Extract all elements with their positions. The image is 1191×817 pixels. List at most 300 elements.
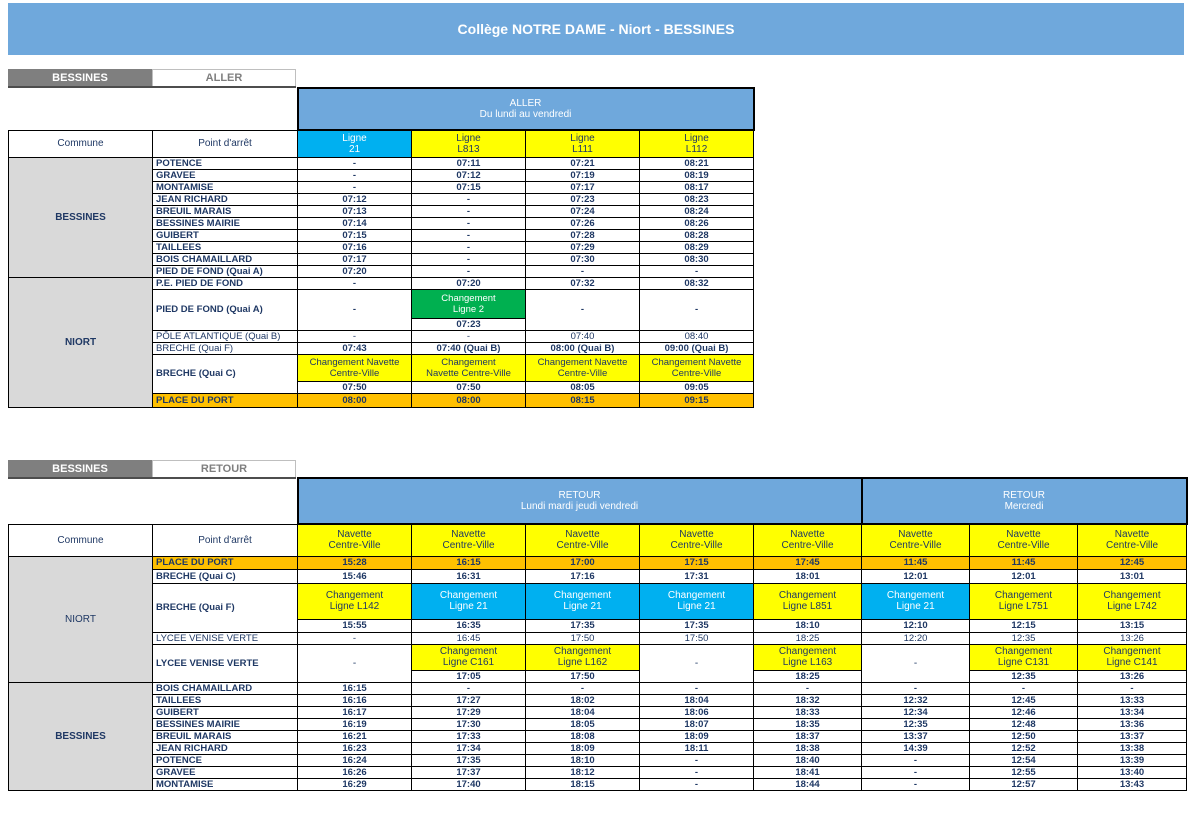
time-cell: 07:20 [412, 277, 526, 289]
commune-cell-niort: NIORT [9, 277, 153, 407]
line-header-l112: Ligne L112 [640, 130, 754, 157]
time-cell: 13:38 [1078, 742, 1187, 754]
time-cell: 15:28 [298, 556, 412, 569]
line-header-navette [412, 524, 526, 556]
time-cell: 18:41 [754, 766, 862, 778]
time-cell: 12:01 [970, 569, 1078, 583]
stop-name: BREUIL MARAIS [153, 205, 298, 217]
time-cell: - [412, 330, 526, 342]
time-cell: 07:40 [526, 330, 640, 342]
change-label: Changement [778, 590, 837, 601]
time-cell: - [298, 157, 412, 169]
change-label: Changement [778, 646, 837, 657]
time-cell: 08:00 (Quai B) [526, 342, 640, 354]
time-cell: 12:35 [970, 670, 1078, 682]
change-label: Changement [553, 646, 612, 657]
time-cell: 08:30 [640, 253, 754, 265]
header-centre-ville: Centre-Ville [781, 540, 834, 552]
time-cell: - [640, 265, 754, 277]
time-cell: 18:04 [526, 706, 640, 718]
stop-name: P.E. PIED DE FOND [153, 277, 298, 289]
time-cell: 17:50 [640, 632, 754, 644]
change-label: Changement [1103, 590, 1161, 601]
time-cell: 16:17 [298, 706, 412, 718]
stop-name: BOIS CHAMAILLARD [153, 682, 298, 694]
time-cell: 07:50 [412, 381, 526, 393]
time-cell: 18:10 [526, 754, 640, 766]
time-cell: 09:05 [640, 381, 754, 393]
change-cell [412, 644, 526, 670]
time-cell: - [970, 682, 1078, 694]
time-cell: 12:01 [862, 569, 970, 583]
change-line: Ligne C141 [1106, 657, 1158, 668]
header-navette: Navette [1114, 529, 1150, 541]
table-row [9, 682, 1187, 694]
change-cell-navette: Changement Navette Centre-Ville [640, 354, 754, 381]
time-cell: 12:55 [970, 766, 1078, 778]
retour-header-subtitle: Lundi mardi jeudi vendredi [520, 501, 639, 512]
table-row [9, 766, 1187, 778]
time-cell: 13:40 [1078, 766, 1187, 778]
time-cell: 07:12 [412, 169, 526, 181]
time-cell: - [640, 766, 754, 778]
time-cell: 13:26 [1078, 632, 1187, 644]
change-cell: - [862, 644, 970, 682]
time-cell: 12:32 [862, 694, 970, 706]
time-cell: 18:37 [754, 730, 862, 742]
time-cell: - [526, 682, 640, 694]
stop-name: PIED DE FOND (Quai A) [153, 289, 298, 330]
time-cell: 12:35 [970, 632, 1078, 644]
change-cell [1078, 583, 1187, 619]
line-header-navette [1078, 524, 1187, 556]
time-cell: 16:21 [298, 730, 412, 742]
time-cell: - [862, 778, 970, 790]
time-cell: 16:16 [298, 694, 412, 706]
header-navette: Navette [1006, 529, 1041, 541]
retour-header-title: RETOUR [1002, 490, 1046, 501]
header-centre-ville: Centre-Ville [556, 540, 609, 552]
time-cell: - [298, 289, 412, 330]
time-cell: 07:12 [298, 193, 412, 205]
change-line: Ligne L742 [1107, 601, 1157, 612]
time-cell: 13:34 [1078, 706, 1187, 718]
time-cell: - [412, 217, 526, 229]
time-cell: 16:19 [298, 718, 412, 730]
time-cell: - [526, 265, 640, 277]
time-cell: 08:17 [640, 181, 754, 193]
aller-tab-commune: BESSINES [8, 69, 152, 86]
time-cell: 18:25 [754, 670, 862, 682]
time-cell: - [412, 253, 526, 265]
time-cell: 13:37 [1078, 730, 1187, 742]
time-cell: - [862, 766, 970, 778]
time-cell: 17:33 [412, 730, 526, 742]
header-centre-ville: Centre-Ville [670, 540, 723, 552]
change-cell-ligne-2: Changement Ligne 2 [412, 289, 526, 318]
retour-period-header-week [298, 478, 862, 524]
retour-header-row [9, 478, 1187, 524]
stop-name: BRECHE (Quai C) [153, 569, 298, 583]
time-cell: - [640, 682, 754, 694]
time-cell: - [298, 632, 412, 644]
time-cell: 16:45 [412, 632, 526, 644]
change-cell-navette: Changement Navette Centre-Ville [526, 354, 640, 381]
time-cell: 07:16 [298, 241, 412, 253]
line-header-navette [526, 524, 640, 556]
change-cell [526, 583, 640, 619]
time-cell: 17:40 [412, 778, 526, 790]
time-cell: 09:00 (Quai B) [640, 342, 754, 354]
stop-name: BESSINES MAIRIE [153, 718, 298, 730]
table-row [9, 730, 1187, 742]
time-cell: 12:15 [970, 619, 1078, 632]
stop-name: TAILLEES [153, 241, 298, 253]
change-cell: - [298, 644, 412, 682]
retour-header-subtitle: Mercredi [1004, 501, 1044, 512]
time-cell: 11:45 [862, 556, 970, 569]
table-row [9, 694, 1187, 706]
time-cell: 15:46 [298, 569, 412, 583]
time-cell: 13:37 [862, 730, 970, 742]
table-row [9, 157, 754, 169]
time-cell: 17:34 [412, 742, 526, 754]
retour-tab-commune: BESSINES [8, 460, 152, 477]
time-cell: 12:48 [970, 718, 1078, 730]
time-cell: - [754, 682, 862, 694]
commune-cell-niort: NIORT [9, 556, 153, 682]
time-cell: 07:13 [298, 205, 412, 217]
time-cell: 07:40 (Quai B) [412, 342, 526, 354]
header-navette: Navette [565, 529, 600, 541]
time-cell: 17:27 [412, 694, 526, 706]
change-cell [754, 644, 862, 670]
change-cell [862, 583, 970, 619]
time-cell: 07:24 [526, 205, 640, 217]
time-cell: - [412, 682, 526, 694]
change-cell-navette: Changement Navette Centre-Ville [298, 354, 412, 381]
change-label: Changement [439, 590, 498, 601]
time-cell: 16:24 [298, 754, 412, 766]
stop-name: BESSINES MAIRIE [153, 217, 298, 229]
time-cell: 17:35 [526, 619, 640, 632]
time-cell: 12:20 [862, 632, 970, 644]
change-cell: - [640, 644, 754, 682]
time-cell: 18:07 [640, 718, 754, 730]
stop-name: BREUIL MARAIS [153, 730, 298, 742]
header-centre-ville: Centre-Ville [1105, 540, 1159, 552]
time-cell: 13:15 [1078, 619, 1187, 632]
change-line: Ligne L851 [782, 601, 833, 612]
time-cell: - [1078, 682, 1187, 694]
stop-name: POTENCE [153, 754, 298, 766]
change-line: Ligne C131 [997, 657, 1050, 668]
line-header-navette [640, 524, 754, 556]
table-row [9, 718, 1187, 730]
time-cell: 07:20 [298, 265, 412, 277]
time-cell: 17:05 [412, 670, 526, 682]
stop-name: PIED DE FOND (Quai A) [153, 265, 298, 277]
change-cell-navette: Changement Navette Centre-Ville [412, 354, 526, 381]
time-cell: 12:46 [970, 706, 1078, 718]
time-cell: 08:21 [640, 157, 754, 169]
time-cell: 18:05 [526, 718, 640, 730]
change-label: Changement [994, 646, 1053, 657]
time-cell: 18:04 [640, 694, 754, 706]
table-row [9, 706, 1187, 718]
time-cell: 12:10 [862, 619, 970, 632]
time-cell: 08:26 [640, 217, 754, 229]
change-line: Ligne 21 [449, 601, 488, 612]
time-cell: 08:00 [412, 393, 526, 407]
stop-name: TAILLEES [153, 694, 298, 706]
time-cell: 17:45 [754, 556, 862, 569]
time-cell: 07:29 [526, 241, 640, 253]
time-cell: 18:01 [754, 569, 862, 583]
time-cell: 07:32 [526, 277, 640, 289]
aller-header-row [9, 88, 754, 130]
change-line: Ligne L163 [782, 657, 833, 668]
change-label: Changement [886, 590, 945, 601]
stop-name: JEAN RICHARD [153, 742, 298, 754]
stop-name: PÔLE ATLANTIQUE (Quai B) [153, 330, 298, 342]
time-cell: 07:11 [412, 157, 526, 169]
aller-header-subtitle: Du lundi au vendredi [479, 109, 572, 120]
change-label: Changement [439, 646, 498, 657]
stop-name: GUIBERT [153, 229, 298, 241]
stop-name: GRAVEE [153, 169, 298, 181]
time-cell: - [640, 754, 754, 766]
change-line: Ligne L142 [329, 601, 380, 612]
column-point-arret: Point d'arrêt [153, 130, 298, 157]
time-cell: 07:30 [526, 253, 640, 265]
time-cell: 17:15 [640, 556, 754, 569]
time-cell: 12:50 [970, 730, 1078, 742]
time-cell: 07:28 [526, 229, 640, 241]
stop-name: BRECHE (Quai F) [153, 342, 298, 354]
time-cell: 07:26 [526, 217, 640, 229]
time-cell: 15:55 [298, 619, 412, 632]
time-cell: 13:39 [1078, 754, 1187, 766]
time-cell: 18:15 [526, 778, 640, 790]
time-cell: 08:19 [640, 169, 754, 181]
table-row [9, 754, 1187, 766]
time-cell: 17:31 [640, 569, 754, 583]
time-cell: 18:09 [526, 742, 640, 754]
change-label: Changement [553, 590, 612, 601]
time-cell: 16:35 [412, 619, 526, 632]
time-cell: 17:50 [526, 670, 640, 682]
time-cell: 07:50 [298, 381, 412, 393]
time-cell: 08:05 [526, 381, 640, 393]
line-header-navette [754, 524, 862, 556]
header-centre-ville: Centre-Ville [328, 540, 381, 552]
table-row [9, 742, 1187, 754]
change-line: Ligne 21 [896, 601, 935, 612]
aller-tab-direction: ALLER [152, 69, 296, 86]
time-cell: 17:30 [412, 718, 526, 730]
stop-name: BRECHE (Quai C) [153, 354, 298, 393]
time-cell: 16:15 [412, 556, 526, 569]
change-cell [754, 583, 862, 619]
time-cell: 12:45 [970, 694, 1078, 706]
time-cell: 18:33 [754, 706, 862, 718]
retour-column-headers [9, 524, 1187, 556]
change-cell [1078, 644, 1187, 670]
stop-name: JEAN RICHARD [153, 193, 298, 205]
change-cell [970, 583, 1078, 619]
time-cell: 07:14 [298, 217, 412, 229]
table-row [9, 632, 1187, 644]
stop-name: MONTAMISE [153, 778, 298, 790]
line-header-navette [862, 524, 970, 556]
retour-timetable [8, 477, 1188, 791]
time-cell: 07:23 [526, 193, 640, 205]
time-cell: 08:24 [640, 205, 754, 217]
change-cell [298, 583, 412, 619]
aller-section-tabs [8, 69, 296, 86]
retour-section-tabs [8, 460, 296, 477]
retour-header-title: RETOUR [558, 490, 601, 501]
time-cell: - [412, 229, 526, 241]
time-cell: 08:15 [526, 393, 640, 407]
page-title: Collège NOTRE DAME - Niort - BESSINES [8, 3, 1184, 55]
stop-name: BRECHE (Quai F) [153, 583, 298, 632]
stop-name: GRAVEE [153, 766, 298, 778]
time-cell: 18:09 [640, 730, 754, 742]
stop-name: MONTAMISE [153, 181, 298, 193]
time-cell: 18:38 [754, 742, 862, 754]
time-cell: - [526, 289, 640, 330]
time-cell: 18:44 [754, 778, 862, 790]
stop-name: PLACE DU PORT [153, 556, 298, 569]
time-cell: - [298, 277, 412, 289]
time-cell: 12:35 [862, 718, 970, 730]
time-cell: 17:50 [526, 632, 640, 644]
time-cell: 17:16 [526, 569, 640, 583]
column-commune: Commune [9, 130, 153, 157]
time-cell: 11:45 [970, 556, 1078, 569]
header-navette: Navette [337, 529, 372, 541]
time-cell: 08:29 [640, 241, 754, 253]
header-navette: Navette [898, 529, 933, 541]
time-cell: 07:15 [298, 229, 412, 241]
time-cell: 18:11 [640, 742, 754, 754]
time-cell: 18:12 [526, 766, 640, 778]
time-cell: 16:15 [298, 682, 412, 694]
time-cell: - [298, 169, 412, 181]
table-row [9, 644, 1187, 670]
time-cell: 08:23 [640, 193, 754, 205]
time-cell: 07:43 [298, 342, 412, 354]
header-centre-ville: Centre-Ville [442, 540, 495, 552]
time-cell: 17:00 [526, 556, 640, 569]
time-cell: 08:32 [640, 277, 754, 289]
header-centre-ville: Centre-Ville [997, 540, 1050, 552]
time-cell: 07:19 [526, 169, 640, 181]
header-navette: Navette [679, 529, 714, 541]
change-label: Changement [994, 590, 1053, 601]
time-cell: - [640, 778, 754, 790]
time-cell: 18:10 [754, 619, 862, 632]
time-cell: 12:54 [970, 754, 1078, 766]
time-cell: 18:40 [754, 754, 862, 766]
commune-cell-bessines: BESSINES [9, 157, 153, 277]
time-cell: 16:26 [298, 766, 412, 778]
change-label: Changement [667, 590, 726, 601]
table-row [9, 569, 1187, 583]
time-cell: 08:40 [640, 330, 754, 342]
time-cell: 09:15 [640, 393, 754, 407]
time-cell: 13:01 [1078, 569, 1187, 583]
time-cell: 16:23 [298, 742, 412, 754]
stop-name: LYCEE VENISE VERTE [153, 632, 298, 644]
time-cell: - [412, 205, 526, 217]
aller-column-headers [9, 130, 754, 157]
aller-timetable [8, 87, 755, 408]
time-cell: 07:15 [412, 181, 526, 193]
table-row [9, 556, 1187, 569]
header-centre-ville: Centre-Ville [889, 540, 942, 552]
time-cell: 07:23 [412, 318, 526, 330]
change-line: Ligne C161 [442, 657, 495, 668]
time-cell: - [412, 265, 526, 277]
time-cell: - [298, 181, 412, 193]
aller-header-title: ALLER [509, 98, 542, 109]
time-cell: 17:35 [640, 619, 754, 632]
header-navette: Navette [790, 529, 825, 541]
retour-tab-direction: RETOUR [152, 460, 296, 477]
commune-cell-bessines: BESSINES [9, 682, 153, 790]
time-cell: 18:06 [640, 706, 754, 718]
aller-period-header [298, 88, 754, 130]
header-navette: Navette [451, 529, 486, 541]
table-row [9, 583, 1187, 619]
change-cell [970, 644, 1078, 670]
time-cell: 17:35 [412, 754, 526, 766]
change-line: Ligne 21 [677, 601, 716, 612]
time-cell: 12:52 [970, 742, 1078, 754]
stop-name: LYCEE VENISE VERTE [153, 644, 298, 682]
time-cell: 07:17 [298, 253, 412, 265]
time-cell: 18:35 [754, 718, 862, 730]
change-label: Changement [1103, 646, 1161, 657]
time-cell: 17:29 [412, 706, 526, 718]
time-cell: 07:17 [526, 181, 640, 193]
change-line: Ligne L162 [557, 657, 608, 668]
column-commune: Commune [9, 524, 153, 556]
time-cell: - [640, 289, 754, 330]
time-cell: 13:36 [1078, 718, 1187, 730]
table-row [9, 277, 754, 289]
time-cell: 08:00 [298, 393, 412, 407]
stop-name: GUIBERT [153, 706, 298, 718]
time-cell: 07:21 [526, 157, 640, 169]
change-line: Ligne L751 [998, 601, 1049, 612]
stop-name: POTENCE [153, 157, 298, 169]
time-cell: - [862, 754, 970, 766]
stop-name: BOIS CHAMAILLARD [153, 253, 298, 265]
line-header-navette [298, 524, 412, 556]
line-header-21: Ligne 21 [298, 130, 412, 157]
table-row [9, 778, 1187, 790]
time-cell: 16:31 [412, 569, 526, 583]
time-cell: - [412, 241, 526, 253]
line-header-l813: Ligne L813 [412, 130, 526, 157]
time-cell: 12:45 [1078, 556, 1187, 569]
time-cell: - [862, 682, 970, 694]
time-cell: 12:34 [862, 706, 970, 718]
